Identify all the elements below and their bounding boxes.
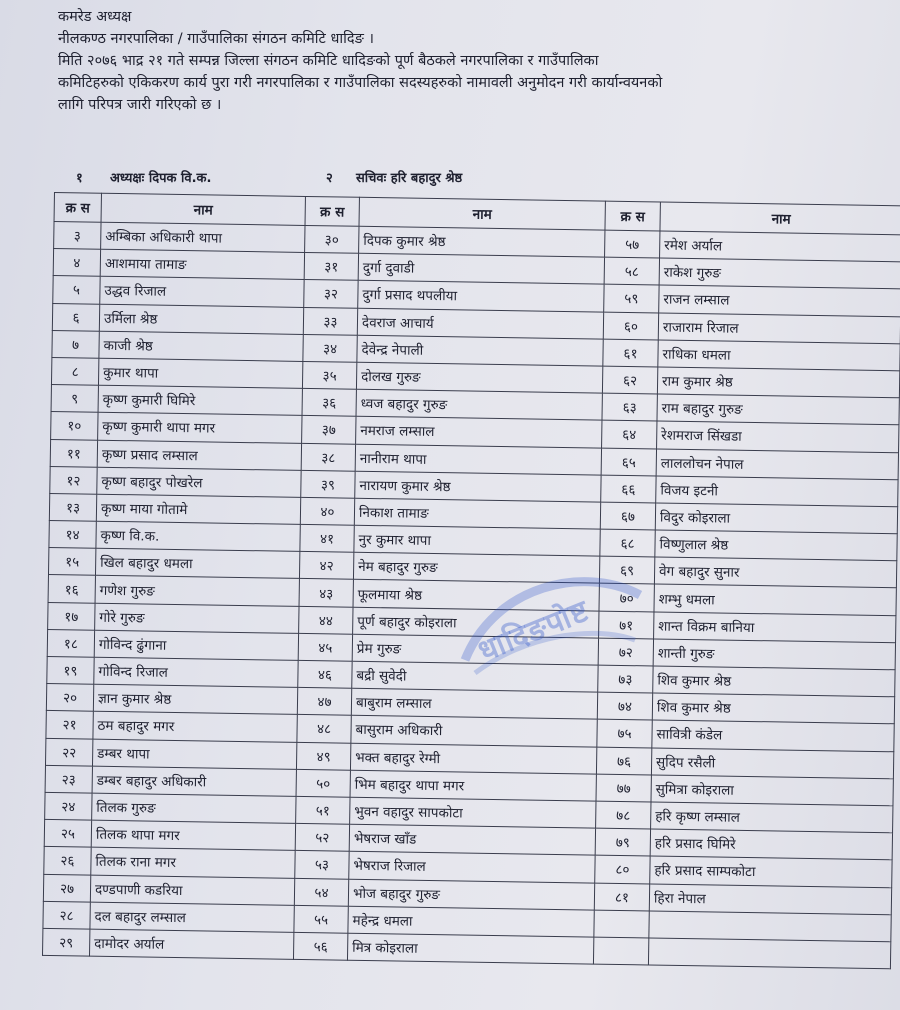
serial-number: ७६ bbox=[596, 747, 651, 775]
serial-number: ८ bbox=[51, 357, 98, 385]
serial-number: ७४ bbox=[597, 692, 652, 720]
officer-1-number: १ bbox=[76, 171, 83, 186]
member-name: डम्बर थापा bbox=[92, 739, 296, 769]
member-name: दुर्गा प्रसाद थपलीया bbox=[358, 281, 604, 312]
member-name: भक्त बहादुर रेग्मी bbox=[350, 743, 596, 774]
serial-number: ७ bbox=[52, 330, 99, 358]
header-name-3: नाम bbox=[660, 202, 900, 235]
serial-number: ६० bbox=[603, 312, 658, 340]
member-name: भोज बहादुर गुरुङ bbox=[348, 879, 594, 910]
serial-number: २० bbox=[46, 684, 93, 712]
member-name: नेम बहादुर गुरुङ bbox=[353, 553, 599, 584]
member-name: कृष्ण माया गोतामे bbox=[96, 494, 300, 524]
serial-number bbox=[594, 910, 649, 938]
serial-number: २६ bbox=[44, 847, 91, 875]
member-name: बद्री सुवेदी bbox=[352, 661, 598, 692]
member-name: शिव कुमार श्रेष्ठ bbox=[652, 693, 894, 724]
member-name: विजय इटनी bbox=[656, 476, 898, 507]
serial-number: ५८ bbox=[604, 257, 659, 285]
serial-number: ३३ bbox=[303, 307, 357, 335]
serial-number: ५० bbox=[296, 769, 350, 797]
serial-number: ८१ bbox=[594, 883, 649, 911]
serial-number: १९ bbox=[47, 656, 94, 684]
serial-number: ३७ bbox=[302, 416, 356, 444]
serial-number: ३ bbox=[54, 222, 101, 250]
serial-number: ४६ bbox=[298, 660, 352, 688]
member-name: मित्र कोइराला bbox=[347, 933, 593, 964]
serial-number: १७ bbox=[48, 602, 95, 630]
officer-2-text: सचिवः हरि बहादुर श्रेष्ठ bbox=[356, 171, 463, 186]
officers-line bbox=[58, 168, 858, 190]
serial-number: ५४ bbox=[294, 878, 348, 906]
serial-number: ५७ bbox=[605, 230, 660, 258]
member-name: नानीराम थापा bbox=[355, 444, 601, 475]
member-name: काजी श्रेष्ठ bbox=[99, 331, 303, 361]
serial-number: ७३ bbox=[598, 665, 653, 693]
member-name: गोविन्द रिजाल bbox=[94, 657, 298, 687]
member-name: बासुराम अधिकारी bbox=[351, 716, 597, 747]
member-name: रमेश अर्याल bbox=[660, 231, 900, 262]
member-name: शिव कुमार श्रेष्ठ bbox=[653, 666, 895, 697]
member-list-table bbox=[42, 192, 900, 969]
serial-number: ५१ bbox=[296, 796, 350, 824]
serial-number: ७० bbox=[599, 584, 654, 612]
body-line-2: कमिटिहरुको एकिकरण कार्य पुरा गरी नगरपालिका र गाउँपालिका सदस्यहरुको नामावली अनुमोदन गरी कार्यान्वयनको bbox=[58, 75, 663, 91]
member-name: दुर्गा दुवाडी bbox=[358, 253, 604, 284]
serial-number: ७८ bbox=[596, 801, 651, 829]
member-name: राम बहादुर गुरुङ bbox=[657, 394, 899, 425]
serial-number: ४० bbox=[300, 497, 354, 525]
serial-number: ६५ bbox=[601, 448, 656, 476]
serial-number: २२ bbox=[45, 738, 92, 766]
serial-number: २३ bbox=[45, 765, 92, 793]
serial-number: २९ bbox=[43, 928, 90, 956]
member-name: हरि प्रसाद साम्पकोटा bbox=[650, 856, 892, 887]
member-name: भेषराज खाँड bbox=[349, 824, 595, 855]
serial-number: ४८ bbox=[297, 715, 351, 743]
serial-number: १६ bbox=[48, 575, 95, 603]
serial-number: १० bbox=[51, 412, 98, 440]
member-name: शान्त विक्रम बानिया bbox=[654, 612, 896, 643]
serial-number: ७९ bbox=[595, 828, 650, 856]
member-name bbox=[648, 938, 890, 969]
member-name: सावित्री कंडेल bbox=[652, 720, 894, 751]
member-name: शान्ती गुरुङ bbox=[653, 639, 895, 670]
member-name: भेषराज रिजाल bbox=[349, 852, 595, 883]
serial-number: ४७ bbox=[297, 688, 351, 716]
member-name: दल बहादुर लम्साल bbox=[90, 902, 294, 932]
member-name: बाबुराम लम्साल bbox=[351, 688, 597, 719]
header-serial-2: क्र स bbox=[305, 196, 359, 226]
member-name: राकेश गुरुङ bbox=[659, 258, 900, 289]
watermark-text: धादिङपोष्ट bbox=[473, 593, 595, 670]
officer-2-number: २ bbox=[326, 171, 333, 186]
member-name: नारायण कुमार श्रेष्ठ bbox=[355, 471, 601, 502]
serial-number: ४१ bbox=[300, 524, 354, 552]
member-name: हरि कृष्ण लम्साल bbox=[651, 802, 893, 833]
member-name: तिलक राना मगर bbox=[91, 847, 295, 877]
member-name: भिम बहादुर थापा मगर bbox=[350, 770, 596, 801]
serial-number: ५९ bbox=[604, 285, 659, 313]
serial-number: ३० bbox=[305, 225, 359, 253]
serial-number: १३ bbox=[49, 493, 96, 521]
serial-number: ४९ bbox=[296, 742, 350, 770]
member-name: नुर कुमार थापा bbox=[354, 525, 600, 556]
header-name-2: नाम bbox=[359, 197, 605, 230]
member-name: निकाश तामाङ bbox=[354, 498, 600, 529]
serial-number: ५ bbox=[53, 276, 100, 304]
member-name: ध्वज बहादुर गुरुङ bbox=[356, 389, 602, 420]
serial-number: ६८ bbox=[600, 529, 655, 557]
serial-number: ३५ bbox=[302, 361, 356, 389]
serial-number: २७ bbox=[43, 874, 90, 902]
serial-number: ६६ bbox=[601, 475, 656, 503]
member-name: राजाराम रिजाल bbox=[658, 313, 900, 344]
serial-number: ६९ bbox=[599, 556, 654, 584]
member-name: पूर्ण बहादुर कोइराला bbox=[353, 607, 599, 638]
member-name: विष्णुलाल श्रेष्ठ bbox=[655, 530, 897, 561]
serial-number: ६३ bbox=[602, 393, 657, 421]
serial-number: ४२ bbox=[299, 552, 353, 580]
serial-number: ७१ bbox=[599, 611, 654, 639]
serial-number: २८ bbox=[43, 901, 90, 929]
serial-number: ४३ bbox=[299, 579, 353, 607]
member-name: गणेश गुरुङ bbox=[95, 576, 299, 606]
member-name: राजन लम्साल bbox=[659, 285, 900, 316]
serial-number: २४ bbox=[45, 792, 92, 820]
member-name: महेन्द्र धमला bbox=[348, 906, 594, 937]
serial-number: ३९ bbox=[301, 470, 355, 498]
header-name-1: नाम bbox=[101, 193, 305, 225]
member-name: आशमाया तामाङ bbox=[100, 249, 304, 279]
serial-number: २५ bbox=[44, 820, 91, 848]
serial-number: ३२ bbox=[304, 280, 358, 308]
serial-number: ६४ bbox=[602, 420, 657, 448]
serial-number: ४४ bbox=[299, 606, 353, 634]
serial-number: १८ bbox=[47, 629, 94, 657]
member-name: कृष्ण कुमारी थापा मगर bbox=[98, 413, 302, 443]
serial-number: ८० bbox=[595, 855, 650, 883]
serial-number: ४५ bbox=[298, 633, 352, 661]
member-name: कृष्ण बहादुर पोखरेल bbox=[97, 467, 301, 497]
serial-number: १४ bbox=[49, 521, 96, 549]
member-name: देवराज आचार्य bbox=[357, 308, 603, 339]
member-name: खिल बहादुर धमला bbox=[95, 548, 299, 578]
serial-number: ७५ bbox=[597, 719, 652, 747]
member-name: कृष्ण वि.क. bbox=[96, 521, 300, 551]
member-name: सुदिप रसैली bbox=[651, 748, 893, 779]
member-name: तिलक थापा मगर bbox=[91, 820, 295, 850]
member-name: ज्ञान कुमार श्रेष्ठ bbox=[93, 684, 297, 714]
recipient: नीलकण्ठ नगरपालिका / गाउँपालिका संगठन कमिटि धादिङ । bbox=[58, 31, 374, 47]
member-name: अम्बिका अधिकारी थापा bbox=[101, 222, 305, 252]
serial-number: ३४ bbox=[303, 334, 357, 362]
header-serial-3: क्र स bbox=[605, 201, 660, 231]
member-name: गोविन्द ढुंगाना bbox=[94, 630, 298, 660]
header-serial-1: क्र स bbox=[54, 193, 101, 223]
member-name: प्रेम गुरुङ bbox=[352, 634, 598, 665]
serial-number: ६२ bbox=[602, 366, 657, 394]
serial-number: ५६ bbox=[293, 932, 347, 960]
member-name: रेशमराज सिंखडा bbox=[657, 421, 899, 452]
serial-number bbox=[593, 937, 648, 965]
member-name: फूलमाया श्रेष्ठ bbox=[353, 580, 599, 611]
officer-1-text: अध्यक्षः दिपक वि.क. bbox=[110, 171, 212, 186]
member-name: दण्डपाणी कडरिया bbox=[90, 875, 294, 905]
member-name: शम्भु धमला bbox=[654, 584, 896, 615]
serial-number: ५३ bbox=[295, 851, 349, 879]
member-name: नमराज लम्साल bbox=[356, 417, 602, 448]
member-name: विदुर कोइराला bbox=[655, 503, 897, 534]
member-name: कुमार थापा bbox=[98, 358, 302, 388]
serial-number: ३१ bbox=[304, 253, 358, 281]
serial-number: ३८ bbox=[301, 443, 355, 471]
member-name: वेग बहादुर सुनार bbox=[654, 557, 896, 588]
member-name: सुमित्रा कोइराला bbox=[651, 775, 893, 806]
serial-number: २१ bbox=[46, 711, 93, 739]
serial-number: ६१ bbox=[603, 339, 658, 367]
serial-number: ७७ bbox=[596, 774, 651, 802]
member-name: भुवन वहादुर सापकोटा bbox=[350, 797, 596, 828]
member-name: हिरा नेपाल bbox=[649, 883, 891, 914]
serial-number: १२ bbox=[50, 466, 97, 494]
serial-number: ११ bbox=[50, 439, 97, 467]
member-name: दिपक कुमार श्रेष्ठ bbox=[359, 226, 605, 257]
member-name: दामोदर अर्याल bbox=[90, 929, 294, 959]
member-name: राम कुमार श्रेष्ठ bbox=[657, 367, 899, 398]
member-name bbox=[649, 911, 891, 942]
member-name: तिलक गुरुङ bbox=[92, 793, 296, 823]
serial-number: ९ bbox=[51, 385, 98, 413]
serial-number: १५ bbox=[48, 548, 95, 576]
serial-number: ४ bbox=[53, 249, 100, 277]
salutation: कमरेड अध्यक्ष bbox=[58, 9, 132, 25]
member-name: उर्मिला श्रेष्ठ bbox=[99, 304, 303, 334]
member-name: डम्बर बहादुर अधिकारी bbox=[92, 766, 296, 796]
body-line-1: मिति २०७६ भाद्र २१ गते सम्पन्न जिल्ला संगठन कमिटि धादिङको पूर्ण बैठकले नगरपालिका र गाउँपालिका bbox=[58, 53, 599, 69]
member-name: ठम बहादुर मगर bbox=[93, 712, 297, 742]
member-name: लाललोचन नेपाल bbox=[656, 448, 898, 479]
member-name: देवेन्द्र नेपाली bbox=[357, 335, 603, 366]
serial-number: ३६ bbox=[302, 389, 356, 417]
serial-number: ५५ bbox=[294, 905, 348, 933]
serial-number: ६ bbox=[52, 303, 99, 331]
member-name: गोरे गुरुङ bbox=[95, 603, 299, 633]
member-name: उद्धव रिजाल bbox=[100, 277, 304, 307]
serial-number: ७२ bbox=[598, 638, 653, 666]
member-name: कृष्ण प्रसाद लम्साल bbox=[97, 440, 301, 470]
member-name: राधिका धमला bbox=[658, 340, 900, 371]
member-name: हरि प्रसाद घिमिरे bbox=[650, 829, 892, 860]
body-line-3: लागि परिपत्र जारी गरिएको छ । bbox=[58, 97, 222, 113]
serial-number: ६७ bbox=[600, 502, 655, 530]
serial-number: ५२ bbox=[295, 823, 349, 851]
letter-header bbox=[58, 6, 878, 116]
table-body bbox=[43, 222, 900, 969]
member-name: दोलख गुरुङ bbox=[356, 362, 602, 393]
member-name: कृष्ण कुमारी घिमिरे bbox=[98, 385, 302, 415]
